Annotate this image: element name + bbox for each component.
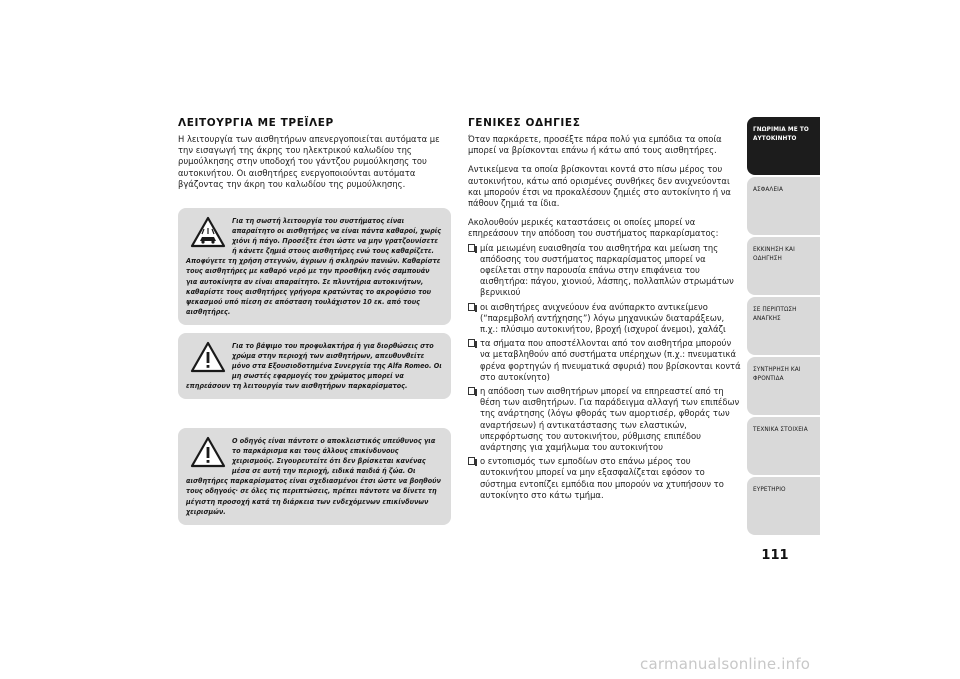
note-paint-text: Για το βάψιμο του προφυλακτήρα ή για διορθώσεις στο χρώμα στην περιοχή των αισθητήρων, απευθυνθείτε μόνο στα Εξουσιοδοτημένα Συνεργεία της Alfa Romeo. Οι μη σωστές εφαρμογές του χρώματος μπορεί να επηρεάσουν τη λειτουργία των αισθητήρων παρκαρίσματος.	[186, 341, 442, 391]
warning-icon	[190, 341, 226, 373]
checkbox-bullet-icon	[468, 457, 475, 465]
tab-starting-driving[interactable]: ΕΚΚΙΝΗΣΗ ΚΑΙ ΟΔΗΓΗΣΗ	[747, 237, 820, 295]
warning-icon	[190, 436, 226, 468]
tab-maintenance[interactable]: ΣΥΝΤΗΡΗΣΗ ΚΑΙ ΦΡΟΝΤΙΔΑ	[747, 357, 820, 415]
checkbox-bullet-icon	[468, 244, 475, 252]
note-driver-responsibility	[178, 428, 451, 525]
tab-emergency[interactable]: ΣΕ ΠΕΡΙΠΤΩΣΗ ΑΝΑΓΚΗΣ	[747, 297, 820, 355]
right-column	[468, 117, 743, 504]
list-item: ο εντοπισμός των εμποδίων στο επάνω μέρος του αυτοκινήτου μπορεί να μην εξασφαλίζεται εφόσον το σύστημα εντοπίζει εμπόδια που μπορούν να χτυπήσουν το αυτοκίνητο στο κάτω τμήμα.	[468, 456, 743, 501]
note-cleaning-text: Για τη σωστή λειτουργία του συστήματος είναι απαραίτητο οι αισθητήρες να είναι πάντα καθαροί, χωρίς χιόνι ή πάγο. Προσέξτε έτσι ώστε να μην γρατζουνίσετε ή κάνετε ζημιά στους αισθητήρες ενώ τους καθαρίζετε. Αποφύγετε τη χρήση στεγνών, άγριων ή σκληρών πανιών. Καθαρίστε τους αισθητήρες με καθαρό νερό με την προσθήκη ενός σαμπουάν για αυτοκίνητα αν είναι απαραίτητο. Σε πλυντήρια αυτοκινήτων, καθαρίστε τους αισθητήρες γρήγορα κρατώντας το ακροφύσιο του ψεκασμού υπό πίεση σε απόσταση τουλάχιστον 10 εκ. από τους αισθητήρες.	[186, 216, 442, 316]
tab-getting-to-know-car[interactable]: ΓΝΩΡΙΜΙΑ ΜΕ ΤΟ ΑΥΤΟΚΙΝΗΤΟ	[747, 117, 820, 175]
tab-index[interactable]: ΕΥΡΕΤΗΡΙΟ	[747, 477, 820, 535]
checkbox-bullet-icon	[468, 339, 475, 347]
tab-technical-data[interactable]: ΤΕΧΝΙΚΑ ΣΤΟΙΧΕΙΑ	[747, 417, 820, 475]
list-item: η απόδοση των αισθητήρων μπορεί να επηρεαστεί από τη θέση των αισθητήρων. Για παράδειγμα αλλαγή των επιπέδων της ανάρτησης (λόγω φθοράς των αμορτισέρ, φθοράς των αναρτήσεων) ή αντικατάστασης των ελαστικών, υπερφόρτωσης του αυτοκινήτου, ρύθμισης επιπέδου ανάρτησης για χαμήλωμα του αυτοκινήτου	[468, 386, 743, 453]
left-column	[178, 117, 453, 198]
checkbox-bullet-icon	[468, 303, 475, 311]
general-paragraph-2: Αντικείμενα τα οποία βρίσκονται κοντά στο πίσω μέρος του αυτοκινήτου, κάτω από ορισμένες συνθήκες δεν ανιχνεύονται και μπορούν έτσι να προκαλέσουν ζημιές στο αυτοκίνητο ή να πάθουν ζημιά τα ίδια.	[468, 164, 731, 209]
page-number: 111	[761, 548, 789, 563]
tab-safety[interactable]: ΑΣΦΑΛΕΙΑ	[747, 177, 820, 235]
car-wash-icon	[190, 216, 226, 248]
section-heading-trailer: ΛΕΙΤΟΥΡΓΙΑ ΜΕ ΤΡΕΪΛΕΡ	[178, 117, 334, 129]
section-heading-general: ΓΕΝΙΚΕΣ ΟΔΗΓΙΕΣ	[468, 117, 581, 129]
general-paragraph-3: Ακολουθούν μερικές καταστάσεις οι οποίες μπορεί να επηρεάσουν την απόδοση του συστήματος παρκαρίσματος:	[468, 217, 719, 239]
note-paint	[178, 333, 451, 399]
list-item: τα σήματα που αποστέλλονται από τον αισθητήρα μπορούν να μεταβληθούν από συστήματα υπέρηχων (π.χ.: πνευματικά φρένα φορτηγών ή πνευματικά σφυριά) που βρίσκονται κοντά στο αυτοκίνητο)	[468, 338, 743, 383]
checkbox-bullet-icon	[468, 387, 475, 395]
watermark: carmanualsonline.info	[640, 655, 811, 673]
note-driver-text: Ο οδηγός είναι πάντοτε ο αποκλειστικός υπεύθυνος για το παρκάρισμα και τους άλλους επικίνδυνους χειρισμούς. Σιγουρευτείτε ότι δεν βρίσκεται κανένας μέσα σε αυτή την περιοχή, ειδικά παιδιά ή ζώα. Οι αισθητήρες παρκαρίσματος είναι σχεδιασμένοι έτσι ώστε να βοηθούν τους οδηγούς· σε όλες τις περιπτώσεις, πρέπει πάντοτε να δίνετε τη μέγιστη προσοχή κατά τη διάρκεια των ενδεχόμενων επικίνδυνων χειρισμών.	[186, 436, 441, 516]
chapter-sidebar	[747, 117, 820, 537]
note-cleaning	[178, 208, 451, 325]
general-paragraph-1: Όταν παρκάρετε, προσέξτε πάρα πολύ για εμπόδια τα οποία μπορεί να βρίσκονται επάνω ή κάτω από τους αισθητήρες.	[468, 134, 722, 156]
list-item: μία μειωμένη ευαισθησία του αισθητήρα και μείωση της απόδοσης του συστήματος παρκαρίσματος μπορεί να οφείλεται στην παρουσία επάνω στην επιφάνεια του αισθητήρα: πάγου, χιονιού, λάσπης, πολλαπλών στρωμάτων βερνικιού	[468, 243, 743, 299]
list-item: οι αισθητήρες ανιχνεύουν ένα ανύπαρκτο αντικείμενο (“παρεμβολή αντήχησης”) λόγω μηχανικών διαταράξεων, π.χ.: πλύσιμο αυτοκινήτου, βροχή (ισχυροί άνεμοι), χαλάζι	[468, 302, 743, 336]
trailer-paragraph: Η λειτουργία των αισθητήρων απενεργοποιείται αυτόματα με την εισαγωγή της άκρης του ηλεκτρικού καλωδίου της ρυμούλκησης στην υποδοχή του γάντζου ρυμούλκησης του αυτοκινήτου. Οι αισθητήρες ενεργοποιούνται αυτόματα βγάζοντας την άκρη του καλωδίου της ρυμούλκησης.	[178, 134, 440, 189]
